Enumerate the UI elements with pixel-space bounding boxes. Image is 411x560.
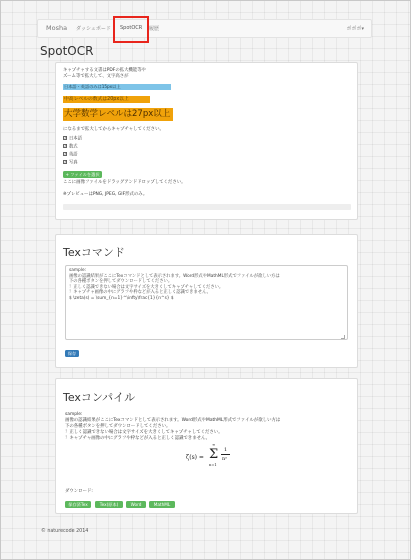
formula-sum-upper: ∞: [212, 442, 216, 447]
formula-numerator: 1: [224, 447, 228, 453]
fraction-bar: [221, 454, 230, 455]
preview-note: ※プレビューはPNG, JPEG, GIF形式のみ。: [63, 192, 148, 197]
sigma-icon: Σ: [209, 447, 219, 462]
nav-item-dashboard[interactable]: ダッシュボード: [76, 26, 111, 32]
download-saved-tex-button[interactable]: 保存済Tex: [65, 501, 91, 508]
nav-item-spotocr[interactable]: SpotOCR: [120, 25, 143, 31]
panel-title: Texコマンド: [63, 246, 125, 259]
select-file-button[interactable]: + ファイルを選択: [63, 171, 102, 178]
checkbox-check-icon: [63, 160, 67, 164]
drop-hint: ここに画像ファイルをドラッグアンドドロップしてください。: [63, 180, 186, 185]
compile-line: sample:: [65, 412, 83, 417]
checkbox-japanese[interactable]: [63, 136, 82, 143]
brand-link[interactable]: Mosha: [46, 24, 68, 32]
size-hint-english: 日本語・英語のみは15px以上: [63, 84, 171, 90]
checkbox-label: 英語: [69, 152, 78, 158]
tex-command-textarea[interactable]: sample: 画像の認識結果がここにTexコマンドとして表示されます。Word形式やMathML形式でファイルが欲しい方は 下の各種ボタンを押してダウンロードしてください。 ！正しく認識できない場合は文字サイズを大きくしてキャプチャしてください。 ！キャプチャ画像の中にグラフや枠などが入ると正しく認識できません。 $ \zeta(s) = \sum_{n=1}^\infty\frac{1}{n^s} $: [65, 265, 348, 340]
checkbox-label: 写真: [69, 160, 78, 166]
page-title: SpotOCR: [40, 44, 94, 58]
checkbox-photo[interactable]: [63, 160, 78, 167]
footer-copyright: © naturecode 2014: [41, 529, 89, 534]
checkbox-check-icon: [63, 144, 67, 148]
checkbox-label: 数式: [69, 144, 78, 150]
compile-line: 画像の認識結果がここにTexコマンドとして表示されます。Word形式やMathML形式でファイルが欲しい方は: [65, 418, 281, 423]
resize-grip-icon[interactable]: [341, 335, 345, 339]
nav-item-history[interactable]: 履歴: [149, 26, 160, 32]
upload-progress-bar: [63, 204, 351, 210]
checkbox-check-icon: [63, 136, 67, 140]
size-hint-university: 大学数学レベルは27px以上: [63, 108, 173, 121]
checkbox-check-icon: [63, 152, 67, 156]
checkbox-label: 日本語: [69, 136, 82, 142]
user-menu[interactable]: ポポポ▾: [346, 26, 364, 32]
save-button[interactable]: 保存: [65, 350, 79, 357]
compile-line: ！正しく認識できない場合は文字サイズを大きくしてキャプチャしてください。: [65, 430, 223, 435]
tex-compile-panel: [55, 378, 358, 514]
checkbox-english[interactable]: [63, 152, 78, 159]
compile-line: ！キャプチャ画像の中にグラフや枠などが入ると正しく認識できません。: [65, 436, 211, 441]
checkbox-math[interactable]: [63, 144, 78, 151]
ocr-upload-panel: [55, 62, 358, 220]
intro-text-2: ズーム等で拡大して、文字高さが: [63, 74, 129, 79]
download-original-tex-button[interactable]: Tex(原本): [95, 501, 123, 508]
formula-sum-lower: n=1: [209, 463, 217, 467]
compile-line: 下の各種ボタンを押してダウンロードしてください。: [65, 424, 171, 429]
formula-denominator: nˢ: [222, 456, 227, 462]
navbar: [37, 19, 372, 38]
outro-text: になるまで拡大してからキャプチャしてください。: [63, 127, 164, 132]
formula-lhs: ζ(s) =: [186, 454, 204, 461]
annotation-highlight-box: [113, 16, 149, 43]
tex-command-panel: [55, 234, 358, 368]
intro-text-1: キャプチャする文書はPDFの拡大機能等や: [63, 68, 147, 73]
download-word-button[interactable]: Word: [126, 501, 146, 508]
download-mathml-button[interactable]: MathML: [149, 501, 175, 508]
download-label: ダウンロード:: [65, 489, 93, 494]
panel-title: Texコンパイル: [63, 391, 136, 404]
size-hint-highschool: 中高レベルの数式は20px以上: [63, 96, 150, 103]
